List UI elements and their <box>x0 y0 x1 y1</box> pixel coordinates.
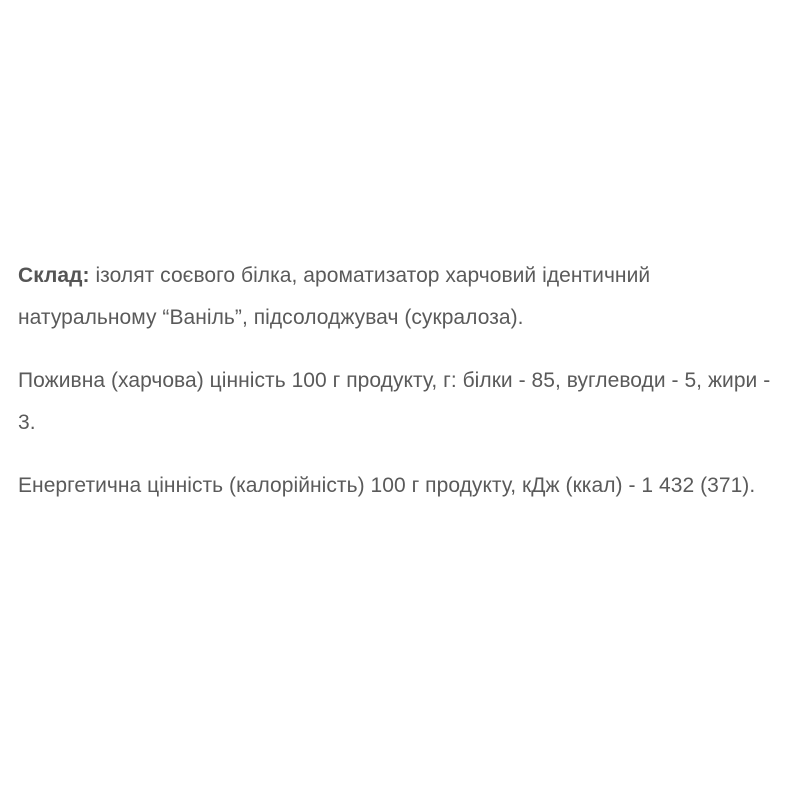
composition-paragraph <box>18 255 788 339</box>
energy-paragraph <box>18 465 788 507</box>
energy-text: Енергетична цінність (калорійність) 100 г продукту, кДж (ккал) - 1 432 (371). <box>18 474 756 497</box>
product-description <box>18 255 788 528</box>
nutrition-text: Поживна (харчова) цінність 100 г продукту, г: білки - 85, вуглеводи - 5, жири - 3. <box>18 369 771 434</box>
nutrition-paragraph <box>18 360 788 444</box>
composition-label: Склад: <box>18 264 90 287</box>
composition-text: ізолят соєвого білка, ароматизатор харчовий ідентичний натуральному “Ваніль”, підсолоджувач (сукралоза). <box>18 264 651 329</box>
